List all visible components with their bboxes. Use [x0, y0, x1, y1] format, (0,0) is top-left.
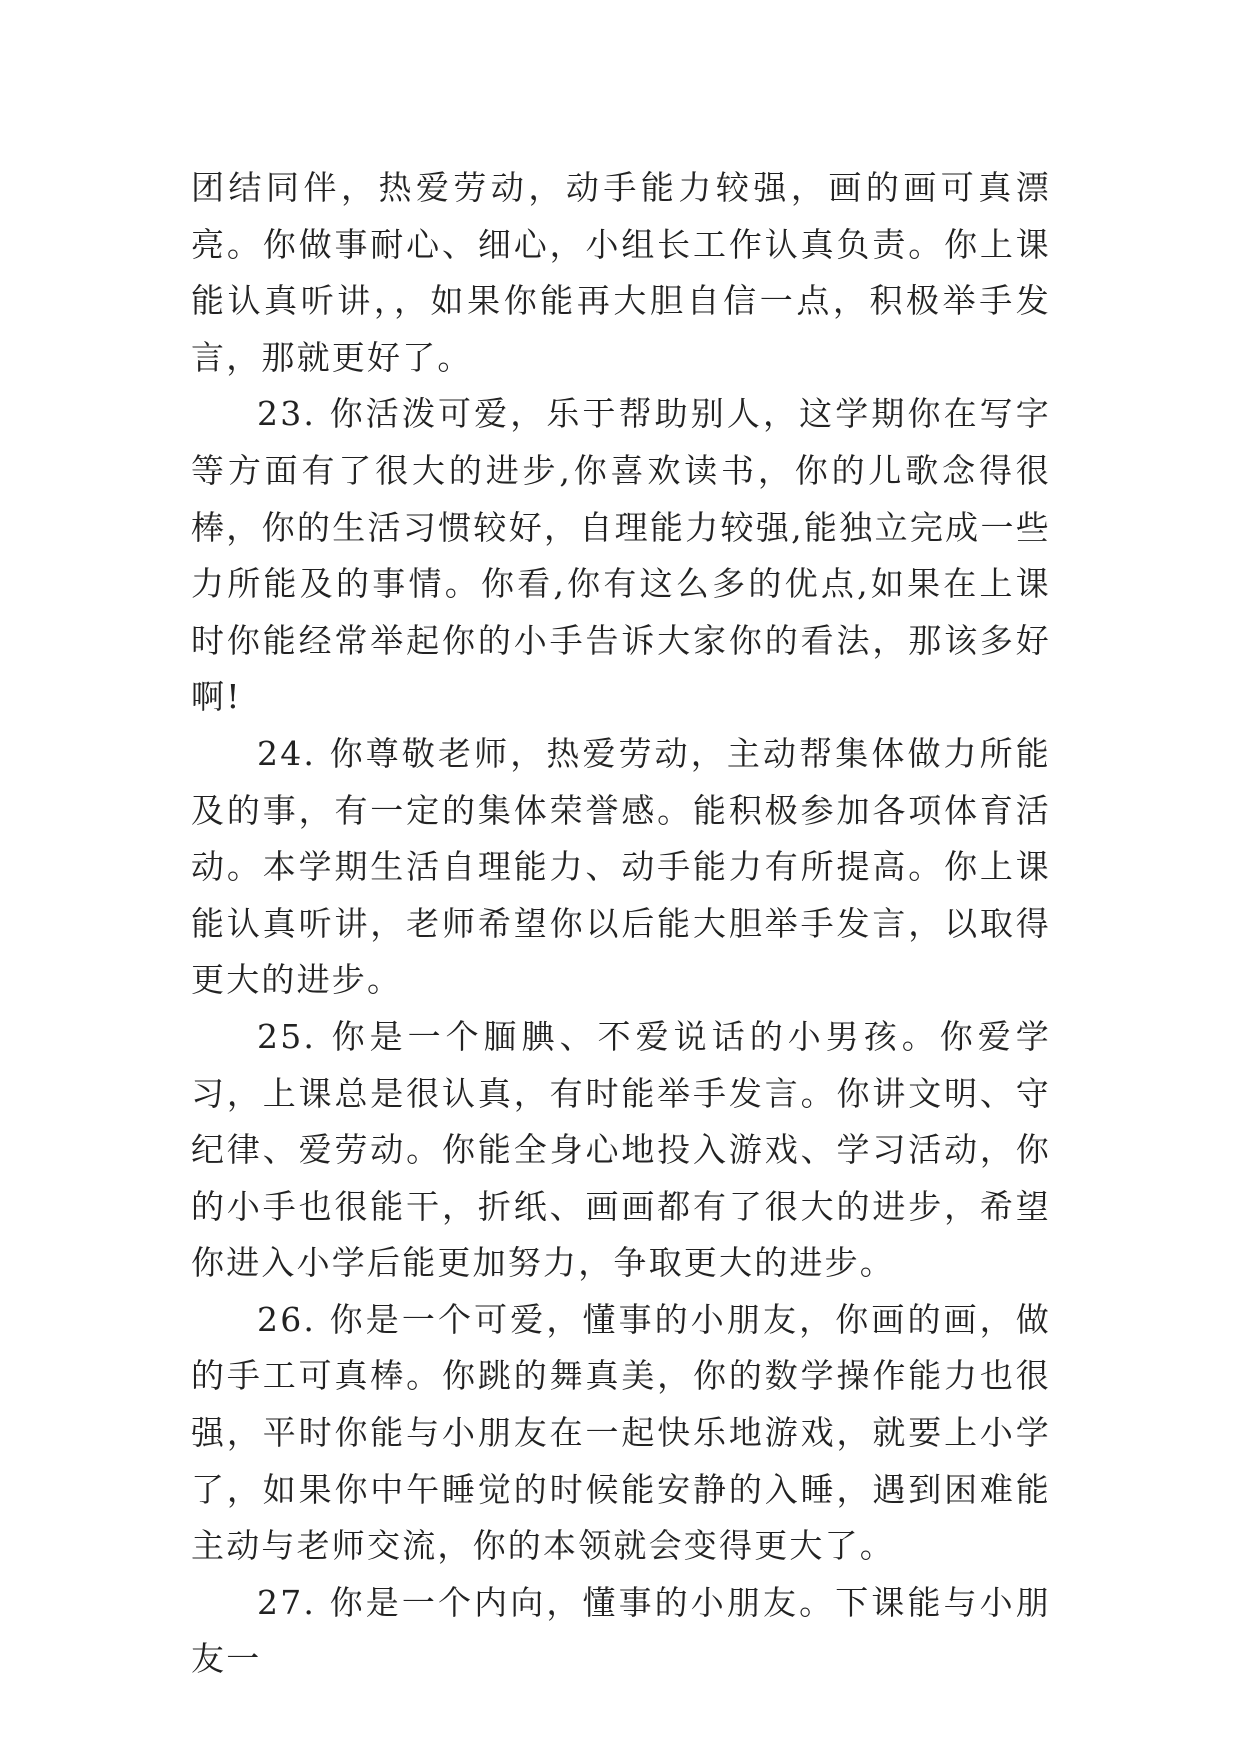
paragraph-25: 25. 你是一个腼腆、不爱说话的小男孩。你爱学习，上课总是很认真，有时能举手发言。你讲文明、守纪律、爱劳动。你能全身心地投入游戏、学习活动，你的小手也很能干，折纸、画画都有了很大的进步，希望你进入小学后能更加努力，争取更大的进步。	[191, 1016, 1051, 1283]
paragraph-22-continued: 团结同伴，热爱劳动，动手能力较强，画的画可真漂亮。你做事耐心、细心，小组长工作认真负责。你上课能认真听讲，，如果你能再大胆自信一点，积极举手发言，那就更好了。	[191, 168, 1051, 377]
document-body	[191, 160, 1051, 1688]
paragraph-24: 24. 你尊敬老师，热爱劳动，主动帮集体做力所能及的事，有一定的集体荣誉感。能积极参加各项体育活动。本学期生活自理能力、动手能力有所提高。你上课能认真听讲，老师希望你以后能大胆举手发言，以取得更大的进步。	[191, 733, 1051, 1000]
paragraph-27: 27. 你是一个内向，懂事的小朋友。下课能与小朋友一	[191, 1582, 1051, 1679]
paragraph-26: 26. 你是一个可爱，懂事的小朋友，你画的画，做的手工可真棒。你跳的舞真美，你的数学操作能力也很强，平时你能与小朋友在一起快乐地游戏，就要上小学了，如果你中午睡觉的时候能安静的入睡，遇到困难能主动与老师交流，你的本领就会变得更大了。	[191, 1299, 1051, 1566]
paragraph-23: 23. 你活泼可爱，乐于帮助别人，这学期你在写字等方面有了很大的进步,你喜欢读书，你的儿歌念得很棒，你的生活习惯较好，自理能力较强,能独立完成一些力所能及的事情。你看,你有这么多的优点,如果在上课时你能经常举起你的小手告诉大家你的看法，那该多好啊!	[191, 394, 1051, 717]
